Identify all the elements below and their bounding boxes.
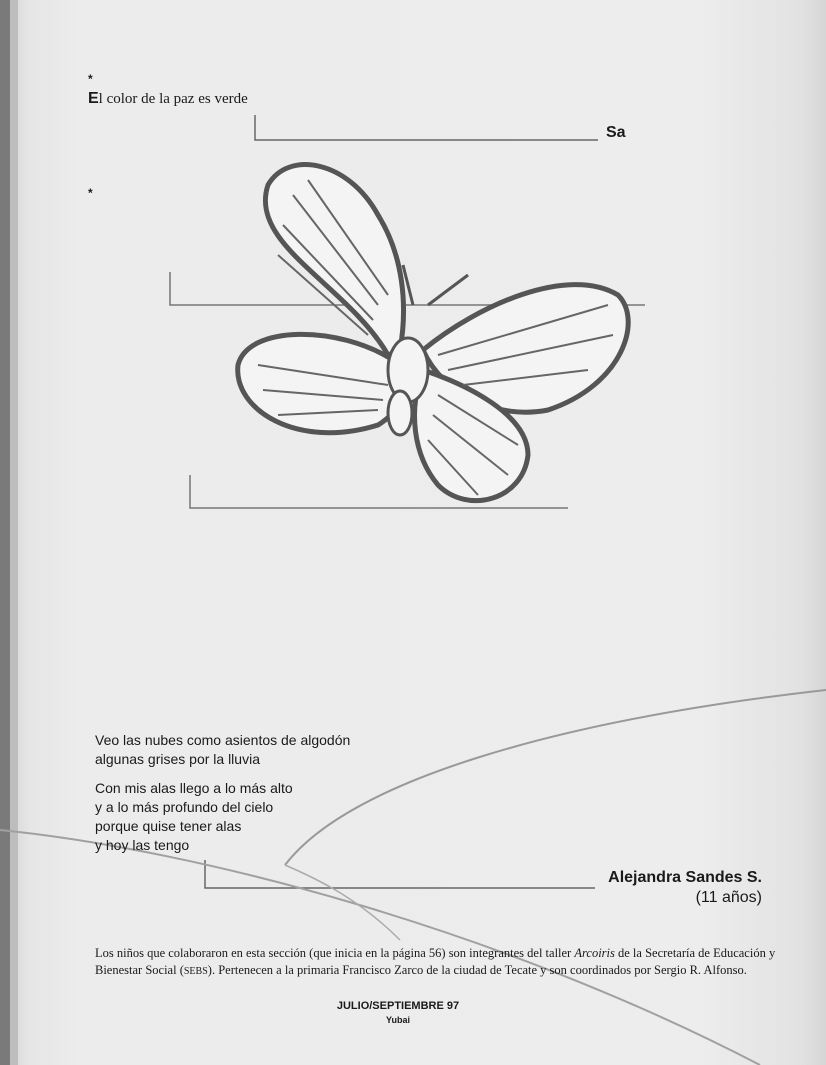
poem-line: Con mis alas llego a lo más alto (95, 780, 293, 796)
butterfly-illustration (228, 155, 638, 520)
author-name: Alejandra Sandes S. (608, 869, 762, 886)
author-block (608, 868, 762, 908)
title-text: l color de la paz es verde (98, 91, 248, 107)
poem-line: y a lo más profundo del cielo (95, 799, 274, 815)
section-fragment: Sa (606, 124, 626, 141)
credits-text: ). Pertenecen a la primaria Francisco Zarco de la ciudad de Tecate y son coordinados por Sergio R. Alfonso. (207, 963, 747, 977)
credits-text: de la Secretaría de Educación y Bienestar Social ( (95, 946, 776, 977)
poem-line: Veo las nubes como asientos de algodón (95, 732, 351, 748)
poem-stanza (95, 779, 350, 855)
bullet-mark: * (88, 186, 93, 200)
workshop-name: Arcoiris (574, 946, 615, 960)
poem-body (95, 731, 350, 865)
magazine-name: Yubai (385, 1015, 410, 1025)
poem-line: porque quise tener alas (95, 818, 242, 834)
bullet-mark: * (88, 72, 93, 86)
poem-line: algunas grises por la lluvia (95, 751, 260, 767)
poem-stanza (95, 731, 350, 769)
title-initial: E (88, 90, 99, 107)
credits-note (95, 945, 795, 980)
poem-title (88, 90, 248, 108)
abbreviation: SEBS (183, 966, 208, 977)
poem-line: y hoy las tengo (95, 837, 190, 853)
author-age: (11 años) (695, 889, 762, 906)
credits-text: Los niños que colaboraron en esta sección (que inicia en la página 56) son integrantes del taller (95, 946, 575, 960)
issue-date: JULIO/SEPTIEMBRE 97 (336, 1000, 460, 1012)
